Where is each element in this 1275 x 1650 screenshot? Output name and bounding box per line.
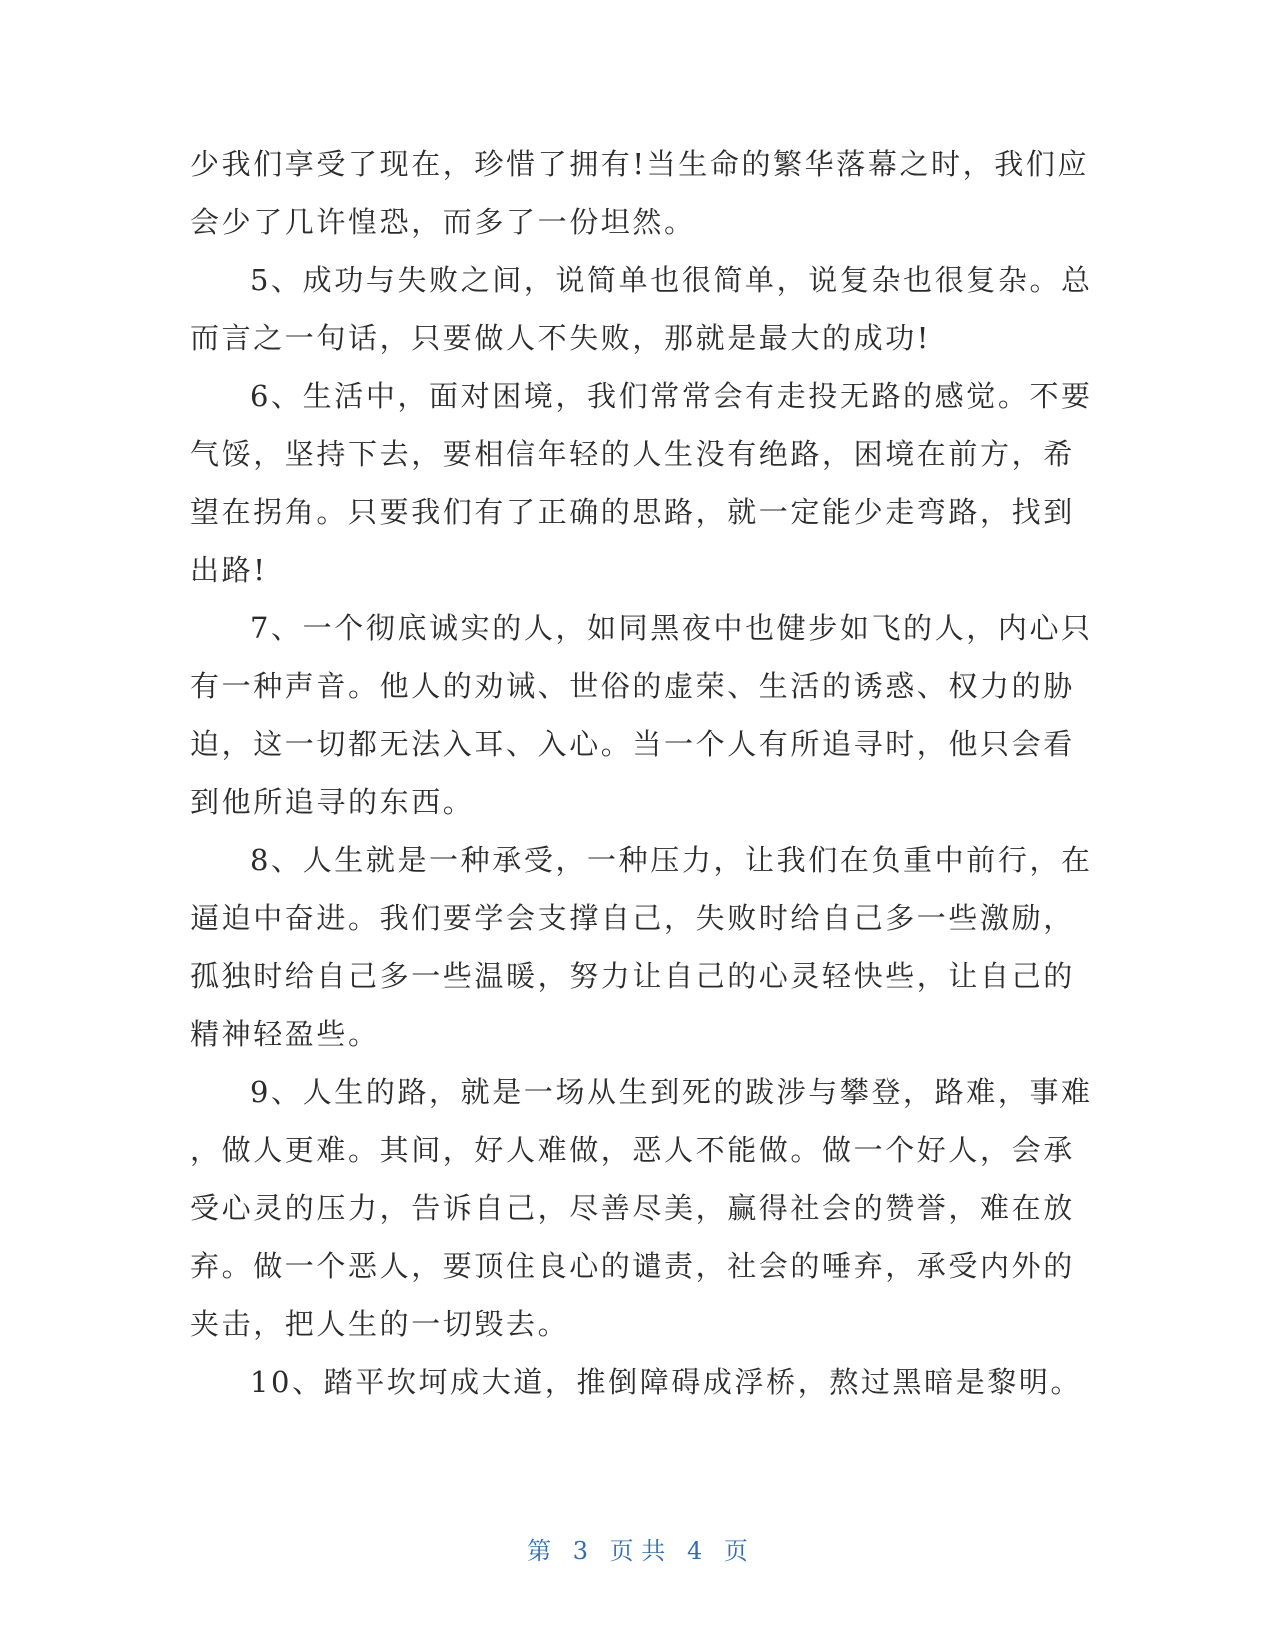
footer-middle: 页 共 xyxy=(609,1537,666,1565)
text-line: 出路! xyxy=(190,553,268,587)
text-line: 受心灵的压力，告诉自己，尽善尽美，赢得社会的赞誉，难在放 xyxy=(190,1191,1075,1225)
text-line: 弃。做一个恶人，要顶住良心的谴责，社会的唾弃，承受内外的 xyxy=(190,1249,1075,1283)
text-line: 9、人生的路，就是一场从生到死的跋涉与攀登，路难，事难 xyxy=(250,1075,1093,1109)
text-line: 10、踏平坎坷成大道，推倒障碍成浮桥，熬过黑暗是黎明。 xyxy=(250,1365,1083,1399)
text-line: 有一种声音。他人的劝诫、世俗的虚荣、生活的诱惑、权力的胁 xyxy=(190,669,1075,703)
text-line: 而言之一句话，只要做人不失败，那就是最大的成功! xyxy=(190,321,932,355)
text-line: 夹击，把人生的一切毁去。 xyxy=(190,1307,570,1341)
text-line: 6、生活中，面对困境，我们常常会有走投无路的感觉。不要 xyxy=(250,379,1093,413)
text-line: 望在拐角。只要我们有了正确的思路，就一定能少走弯路，找到 xyxy=(190,495,1075,529)
footer-suffix: 页 xyxy=(723,1537,748,1565)
text-line: 气馁，坚持下去，要相信年轻的人生没有绝路，困境在前方，希 xyxy=(190,437,1075,471)
text-line: ，做人更难。其间，好人难做，恶人不能做。做一个好人，会承 xyxy=(190,1133,1075,1167)
text-line: 孤独时给自己多一些温暖，努力让自己的心灵轻快些，让自己的 xyxy=(190,959,1075,993)
text-line: 少我们享受了现在，珍惜了拥有!当生命的繁华落幕之时，我们应 xyxy=(190,147,1090,181)
text-line: 到他所追寻的东西。 xyxy=(190,785,475,819)
footer-total-pages: 4 xyxy=(686,1537,703,1565)
text-line: 迫，这一切都无法入耳、入心。当一个人有所追寻时，他只会看 xyxy=(190,727,1075,761)
text-line: 会少了几许惶恐，而多了一份坦然。 xyxy=(190,205,696,239)
page-footer xyxy=(0,1536,1275,1566)
footer-prefix: 第 xyxy=(527,1537,552,1565)
text-line: 5、成功与失败之间，说简单也很简单，说复杂也很复杂。总 xyxy=(250,263,1093,297)
text-line: 逼迫中奋进。我们要学会支撑自己，失败时给自己多一些激励， xyxy=(190,901,1075,935)
footer-page-number: 3 xyxy=(572,1537,589,1565)
text-line: 8、人生就是一种承受，一种压力，让我们在负重中前行，在 xyxy=(250,843,1093,877)
text-line: 7、一个彻底诚实的人，如同黑夜中也健步如飞的人，内心只 xyxy=(250,611,1093,645)
text-line: 精神轻盈些。 xyxy=(190,1017,380,1051)
